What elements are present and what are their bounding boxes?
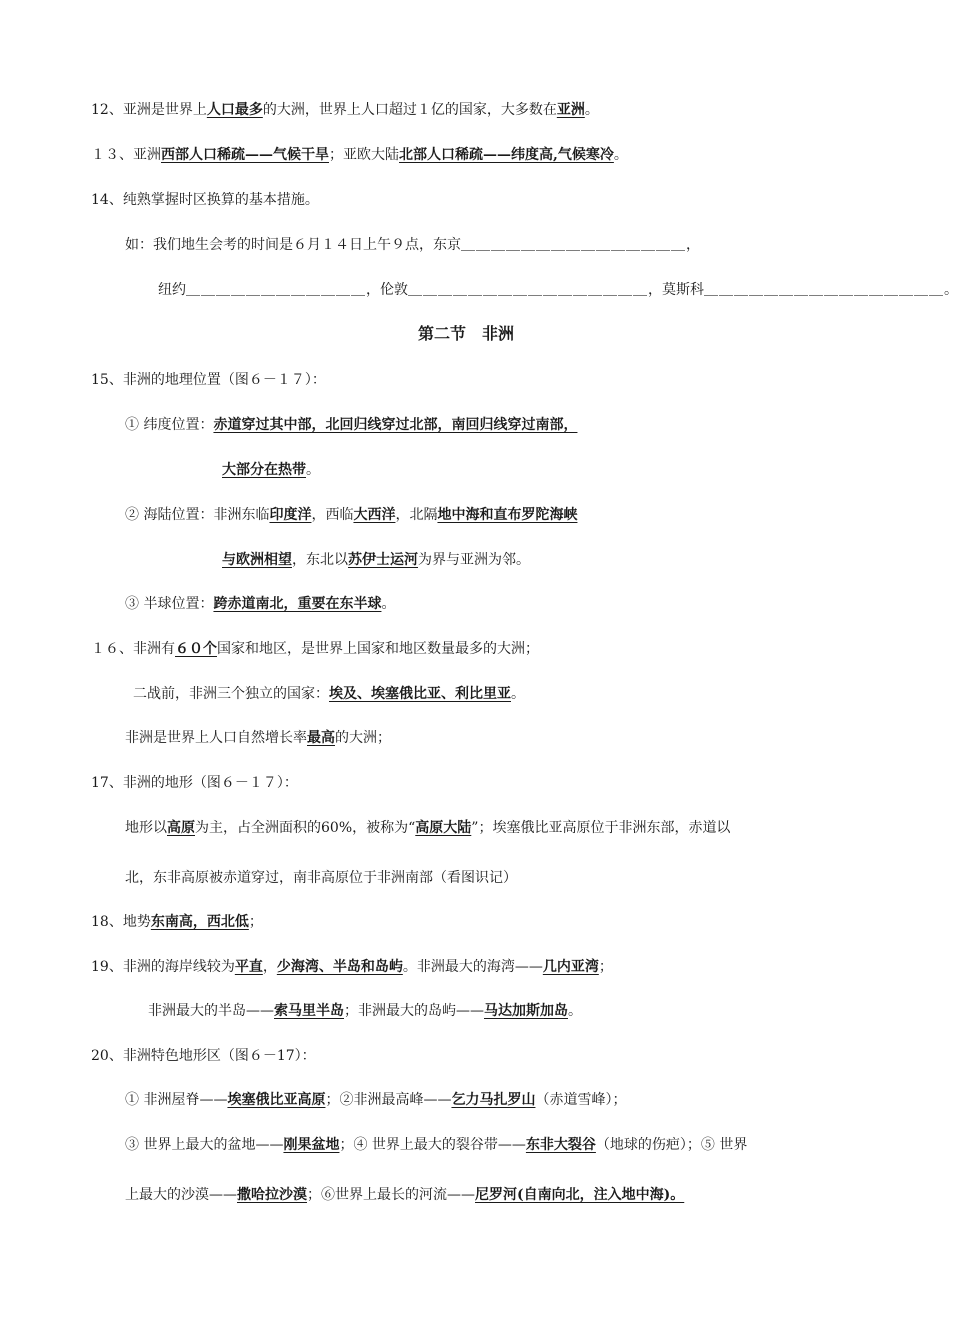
section-heading [418, 324, 514, 344]
text-run: ， [686, 237, 700, 253]
line-16 [91, 639, 539, 659]
text-run: 14、纯熟掌握时区换算的基本措施。 [91, 192, 319, 208]
text-run: １６、非洲有 [91, 641, 175, 657]
line-14-example [125, 235, 700, 255]
line-15-latitude [125, 415, 577, 435]
line-17 [91, 773, 298, 793]
text-run: 17、非洲的地形（图６－１７）： [91, 775, 298, 791]
key-term: 大西洋 [353, 507, 396, 523]
key-term: 高原大陆 [415, 820, 472, 836]
key-term: 东南高，西北低 [150, 914, 249, 930]
text-run: ；亚欧大陆 [329, 147, 399, 163]
text-run: 为主，占全洲面积的60%，被称为“ [195, 820, 416, 836]
text-run: ② 海陆位置：非洲东临 [125, 507, 270, 523]
key-term: 北部人口稀疏——纬度高,气候寒冷 [399, 147, 614, 163]
text-run: ；④ 世界上最大的裂谷带—— [339, 1137, 526, 1153]
key-term: 亚洲 [556, 102, 585, 118]
text-run: 。 [584, 102, 599, 118]
text-run: 。 [944, 282, 958, 298]
key-term: 东非大裂谷 [525, 1137, 596, 1153]
key-term: 苏伊士运河 [348, 552, 418, 568]
key-term: 高原 [167, 820, 195, 836]
text-run: ； [248, 914, 263, 930]
line-16-countries [133, 684, 525, 704]
line-19-cont [148, 1001, 582, 1021]
text-run: ，伦敦 [366, 282, 408, 298]
line-15-latitude-cont [222, 460, 320, 480]
text-run: ，西临 [311, 507, 354, 523]
line-15 [91, 370, 326, 390]
text-run: ，北隔 [395, 507, 438, 523]
key-term: 尼罗河(自南向北，注入地中海)。 [475, 1187, 685, 1203]
text-run: 。 [613, 147, 628, 163]
text-run: ”；埃塞俄比亚高原位于非洲东部，赤道以 [471, 820, 731, 836]
key-term: 平直 [234, 959, 263, 975]
text-run: ，莫斯科 [648, 282, 704, 298]
answer-blank: ＿＿＿＿＿＿＿＿＿＿＿＿ [186, 282, 366, 298]
text-run: ③ 半球位置： [125, 596, 214, 612]
key-term: 印度洋 [269, 507, 312, 523]
text-run: ③ 世界上最大的盆地—— [125, 1137, 284, 1153]
key-term: 刚果盆地 [283, 1137, 340, 1153]
text-run: 非洲是世界上人口自然增长率 [125, 730, 307, 746]
line-15-sea-land-cont [222, 550, 530, 570]
line-15-hemisphere [125, 594, 395, 614]
key-term: 几内亚湾 [542, 959, 599, 975]
line-15-sea-land [125, 505, 577, 525]
text-run: ① 纬度位置： [125, 417, 214, 433]
key-term: 赤道穿过其中部，北回归线穿过北部，南回归线穿过南部， [213, 417, 578, 433]
text-run: ，东北以 [292, 552, 348, 568]
text-run: 如：我们地生会考的时间是６月１４日上午９点，东京 [125, 237, 461, 253]
key-term: 西部人口稀疏——气候干旱 [161, 147, 329, 163]
key-term: 跨赤道南北，重要在东半球 [213, 596, 382, 612]
text-run: 20、非洲特色地形区（图６－17）： [91, 1048, 316, 1064]
key-term: 大部分在热带 [222, 462, 306, 478]
key-term: 少海湾、半岛和岛屿 [276, 959, 403, 975]
line-13 [91, 145, 628, 165]
key-term: 最高 [307, 730, 335, 746]
key-term: 马达加斯加岛 [484, 1003, 568, 1019]
text-run: 15、非洲的地理位置（图６－１７）： [91, 372, 326, 388]
text-run: ；②非洲最高峰—— [325, 1092, 452, 1108]
text-run: 19、非洲的海岸线较为 [91, 959, 235, 975]
answer-blank: ＿＿＿＿＿＿＿＿＿＿＿＿＿＿＿＿ [408, 282, 648, 298]
text-run: （赤道雪峰）； [535, 1092, 627, 1108]
line-12 [91, 100, 599, 120]
text-run: 国家和地区，是世界上国家和地区数量最多的大洲； [217, 641, 539, 657]
text-run: 北，东非高原被赤道穿过，南非高原位于非洲南部（看图识记） [125, 870, 517, 886]
text-run: 二战前，非洲三个独立的国家： [133, 686, 329, 702]
key-term: 埃塞俄比亚高原 [227, 1092, 326, 1108]
line-20-items-2 [125, 1135, 747, 1155]
line-16-growth [125, 728, 391, 748]
key-term: 地中海和直布罗陀海峡 [437, 507, 578, 523]
text-run: ；非洲最大的岛屿—— [344, 1003, 484, 1019]
text-run: 。非洲最大的海湾—— [402, 959, 543, 975]
key-term: 埃及、埃塞俄比亚、利比里亚 [329, 686, 511, 702]
line-18 [91, 912, 263, 932]
text-run: 为界与亚洲为邻。 [418, 552, 530, 568]
key-term: 索马里半岛 [274, 1003, 344, 1019]
text-run: ； [598, 959, 613, 975]
key-term: 乞力马扎罗山 [451, 1092, 536, 1108]
key-term: 撒哈拉沙漠 [237, 1187, 307, 1203]
key-term: 与欧洲相望 [222, 552, 292, 568]
text-run: 18、地势 [91, 914, 151, 930]
answer-blank: ＿＿＿＿＿＿＿＿＿＿＿＿＿＿＿＿ [704, 282, 944, 298]
line-17-terrain-cont [125, 868, 517, 888]
line-14-blanks [158, 280, 958, 300]
key-term: ６０个 [175, 641, 217, 657]
line-20 [91, 1046, 316, 1066]
text-run: 的大洲； [335, 730, 391, 746]
line-17-terrain [125, 818, 730, 838]
text-run: 非洲最大的半岛—— [148, 1003, 274, 1019]
line-20-items-3 [125, 1185, 684, 1205]
text-run: 地形以 [125, 820, 167, 836]
text-run: 。 [381, 596, 396, 612]
text-run: 。 [511, 686, 525, 702]
text-run: ① 非洲屋脊—— [125, 1092, 228, 1108]
text-run: ， [262, 959, 277, 975]
text-run: 。 [568, 1003, 582, 1019]
text-run: 上最大的沙漠—— [125, 1187, 237, 1203]
key-term: 人口最多 [206, 102, 263, 118]
text-run: 12、亚洲是世界上 [91, 102, 207, 118]
text-run: 。 [306, 462, 320, 478]
text-run: ；⑥世界上最长的河流—— [307, 1187, 475, 1203]
text-run: 第二节 非洲 [418, 324, 515, 343]
answer-blank: ＿＿＿＿＿＿＿＿＿＿＿＿＿＿＿ [461, 237, 686, 253]
text-run: １３、亚洲 [91, 147, 161, 163]
text-run: 纽约 [158, 282, 186, 298]
text-run: （地球的伤疤）；⑤ 世界 [595, 1137, 748, 1153]
text-run: 的大洲，世界上人口超过１亿的国家，大多数在 [262, 102, 557, 118]
line-14 [91, 190, 319, 210]
line-20-items-1 [125, 1090, 626, 1110]
line-19 [91, 957, 613, 977]
